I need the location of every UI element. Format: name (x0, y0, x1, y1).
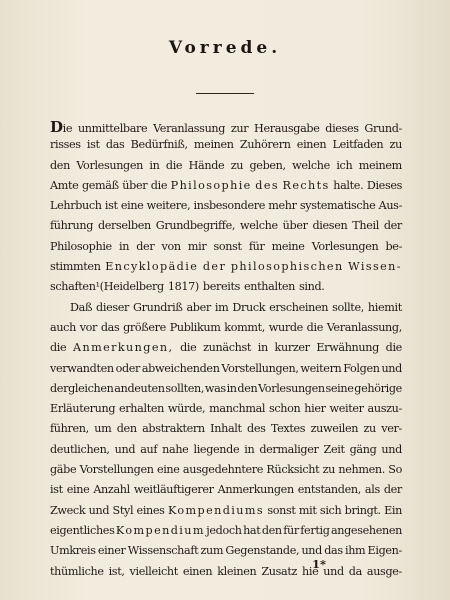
page-heading: Vorrede. (168, 38, 282, 58)
text-line: deutlichen, und auf nahe liegende in dermaliger Zeit gäng und (50, 442, 402, 456)
text-line: Erläuterung erhalten würde, manchmal schon hier weiter auszu- (50, 402, 402, 416)
text-line: den Vorlesungen in die Hände zu geben, welche ich meinem (50, 158, 402, 172)
text-line: Philosophie in der von mir sonst für meine Vorlesungen be- (50, 239, 402, 253)
text-line: führen, um den abstraktern Inhalt des Textes zuweilen zu ver- (50, 422, 402, 436)
text-line: gäbe Vorstellungen eine ausgedehntere Rücksicht zu nehmen. So (50, 463, 402, 477)
signature-mark: 1* (312, 557, 327, 571)
text-line: führung derselben Grundbegriffe, welche über diesen Theil der (50, 219, 402, 233)
text-line: Daß dieser Grundriß aber im Druck erscheinen sollte, hiemit (70, 300, 402, 314)
body-text (50, 118, 402, 585)
text-line: eigentliches Kompendium jedoch hat den für fertig angesehenen (50, 523, 402, 537)
text-line: thümliche ist, vielleicht einen kleinen Zusatz hie und da ausge- (50, 564, 402, 578)
text-line: Umkreis einer Wissenschaft zum Gegenstande, und das ihm Eigen- (50, 544, 402, 558)
text-line: Lehrbuch ist eine weitere, insbesondere mehr systematische Aus- (50, 199, 402, 213)
text-line: stimmten Encyklopädie der philosophischen Wissen- (50, 260, 402, 274)
heading-divider (196, 93, 254, 94)
text-line: auch vor das größere Publikum kommt, wurde die Veranlassung, (50, 320, 402, 334)
text-line: ist eine Anzahl weitläuftigerer Anmerkungen entstanden, als der (50, 483, 402, 497)
text-line: Zweck und Styl eines Kompendiums sonst mit sich bringt. Ein (50, 503, 402, 517)
text-line: verwandten oder abweichenden Vorstellungen, weitern Folgen und (50, 361, 402, 375)
text-line: risses ist das Bedürfniß, meinen Zuhörern einen Leitfaden zu (50, 138, 402, 152)
text-line: schaften¹(Heidelberg 1817) bereits enthalten sind. (50, 280, 325, 294)
text-line: Amte gemäß über die Philosophie des Rechts halte. Dieses (50, 178, 402, 192)
text-line: die Anmerkungen, die zunächst in kurzer Erwähnung die (50, 341, 402, 355)
text-line: Die unmittelbare Veranlassung zur Herausgabe dieses Grund- (50, 118, 402, 136)
text-line: dergleichen andeuten sollten, was in den Vorlesungen seine gehörige (50, 381, 402, 395)
